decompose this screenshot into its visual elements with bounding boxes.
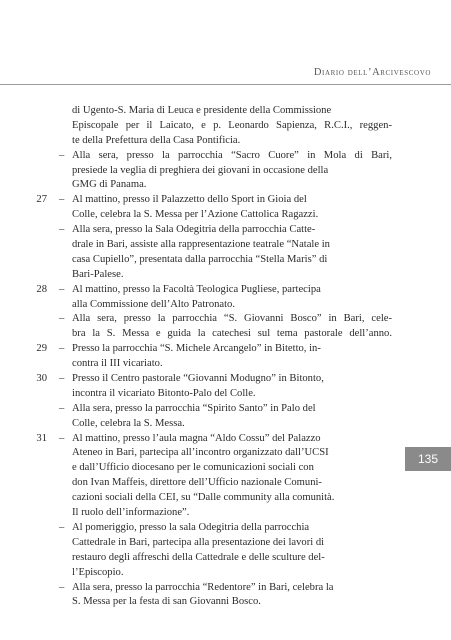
line-text: Bari-Palese. [72, 268, 124, 280]
text-line [72, 104, 392, 119]
entry-dash: – [59, 581, 65, 593]
text-line [59, 149, 392, 164]
line-text: restauro degli affreschi della Cattedrale e delle sculture del- [72, 551, 325, 563]
line-text: Alla sera, presso la parrocchia “Sacro Cuore” in Mola di Bari, [72, 149, 392, 161]
page-number: 135 [417, 452, 439, 466]
line-text: Alla sera, presso la parrocchia “Spirito Santo” in Palo del [72, 402, 316, 414]
text-line [36, 342, 392, 357]
line-text: Alla sera, presso la Sala Odegitria della parrocchia Catte- [72, 224, 316, 236]
text-line [59, 521, 392, 536]
line-text: S. Messa per la festa di san Giovanni Bosco. [72, 596, 261, 608]
text-line [72, 461, 392, 476]
line-text: Presso il Centro pastorale “Giovanni Modugno” in Bitonto, [72, 373, 324, 385]
text-line [72, 536, 392, 551]
header-rule [0, 84, 451, 85]
text-line [59, 581, 392, 596]
text-line [72, 506, 392, 521]
line-text: Ateneo in Bari, partecipa all’incontro organizzato dall’UCSI [72, 447, 329, 459]
line-text: Al pomeriggio, presso la sala Odegitria della parrocchia [72, 521, 310, 533]
day-number: 29 [36, 343, 47, 355]
line-text: Al mattino, presso la Facoltà Teologica Pugliese, partecipa [72, 283, 321, 295]
entry-dash: – [59, 194, 65, 206]
entry-dash: – [59, 283, 65, 295]
text-line [36, 372, 392, 387]
line-text: Presso la parrocchia “S. Michele Arcangelo” in Bitetto, in- [72, 343, 321, 355]
line-text: bra la S. Messa e guida la catechesi sul tema pastorale dell’anno. [72, 328, 392, 340]
line-text: drale in Bari, assiste alla rappresentazione teatrale “Natale in [72, 239, 330, 251]
running-header [0, 67, 451, 87]
text-line [72, 134, 392, 149]
text-line [72, 476, 392, 491]
line-text: Al mattino, presso il Palazzetto dello Sport in Gioia del [72, 194, 307, 206]
text-line [72, 268, 392, 283]
line-text: e dall’Ufficio diocesano per le comunicazioni sociali con [72, 462, 314, 474]
line-text: l’Episcopio. [72, 566, 124, 578]
text-line [36, 432, 392, 447]
text-line [72, 164, 392, 179]
entry-dash: – [59, 432, 65, 444]
line-text: Alla sera, presso la parrocchia “Redentore” in Bari, celebra la [72, 581, 334, 593]
line-text: incontra il vicariato Bitonto-Palo del Colle. [72, 387, 256, 399]
line-text: Episcopale per il Laicato, e p. Leonardo Sapienza, R.C.I., reggen- [72, 119, 392, 131]
text-line [72, 566, 392, 581]
line-text: Colle, celebra la S. Messa per l’Azione Cattolica Ragazzi. [72, 209, 319, 221]
text-line [72, 387, 392, 402]
line-text: Alla sera, presso la parrocchia “S. Giovanni Bosco” in Bari, cele- [72, 313, 392, 325]
page-number-tab [405, 447, 451, 471]
line-text: Colle, celebra la S. Messa. [72, 417, 185, 429]
line-text: casa Cupiello”, presentata dalla parrocchia “Stella Maris” di [72, 253, 328, 265]
text-line [72, 178, 392, 193]
text-line [72, 208, 392, 223]
line-text: di Ugento-S. Maria di Leuca e presidente della Commissione [72, 105, 332, 116]
entry-dash: – [59, 402, 65, 414]
text-line [72, 446, 392, 461]
running-head-title: Diario dell’Arcivescovo [313, 67, 431, 78]
text-line [72, 298, 392, 313]
text-line [72, 551, 392, 566]
entry-dash: – [59, 373, 65, 385]
line-text: Cattedrale in Bari, partecipa alla presentazione dei lavori di [72, 536, 325, 548]
day-number: 27 [36, 194, 47, 206]
entry-dash: – [59, 149, 65, 161]
text-line [36, 283, 392, 298]
line-text: alla Commissione dell’Alto Patronato. [72, 298, 236, 310]
text-line [72, 417, 392, 432]
text-line [72, 119, 392, 134]
entry-dash: – [59, 521, 65, 533]
text-line [72, 253, 392, 268]
text-line [72, 327, 392, 342]
line-text: cazioni sociali della CEI, su “Dalle community alla comunità. [72, 492, 335, 504]
text-line [72, 357, 392, 372]
entry-dash: – [59, 224, 65, 236]
line-text: presiede la veglia di preghiera dei giovani in occasione della [72, 164, 329, 176]
text-line [59, 402, 392, 417]
line-text: contra il III vicariato. [72, 358, 163, 370]
text-line [72, 238, 392, 253]
line-text: Al mattino, presso l’aula magna “Aldo Cossu” del Palazzo [72, 432, 321, 444]
diary-text-body [36, 104, 392, 610]
text-line [59, 223, 392, 238]
text-line [72, 595, 392, 610]
line-text: Il ruolo dell’informazione”. [72, 507, 190, 519]
entry-dash: – [59, 343, 65, 355]
day-number: 30 [36, 373, 47, 385]
day-number: 28 [36, 283, 47, 295]
line-text: te della Prefettura della Casa Pontificia. [72, 134, 241, 146]
text-line [59, 312, 392, 327]
line-text: GMG di Panama. [72, 179, 147, 191]
entry-dash: – [59, 313, 65, 325]
line-text: don Ivan Maffeis, direttore dell’Ufficio nazionale Comuni- [72, 477, 322, 489]
text-line [72, 491, 392, 506]
text-line [36, 193, 392, 208]
day-number: 31 [36, 432, 47, 444]
